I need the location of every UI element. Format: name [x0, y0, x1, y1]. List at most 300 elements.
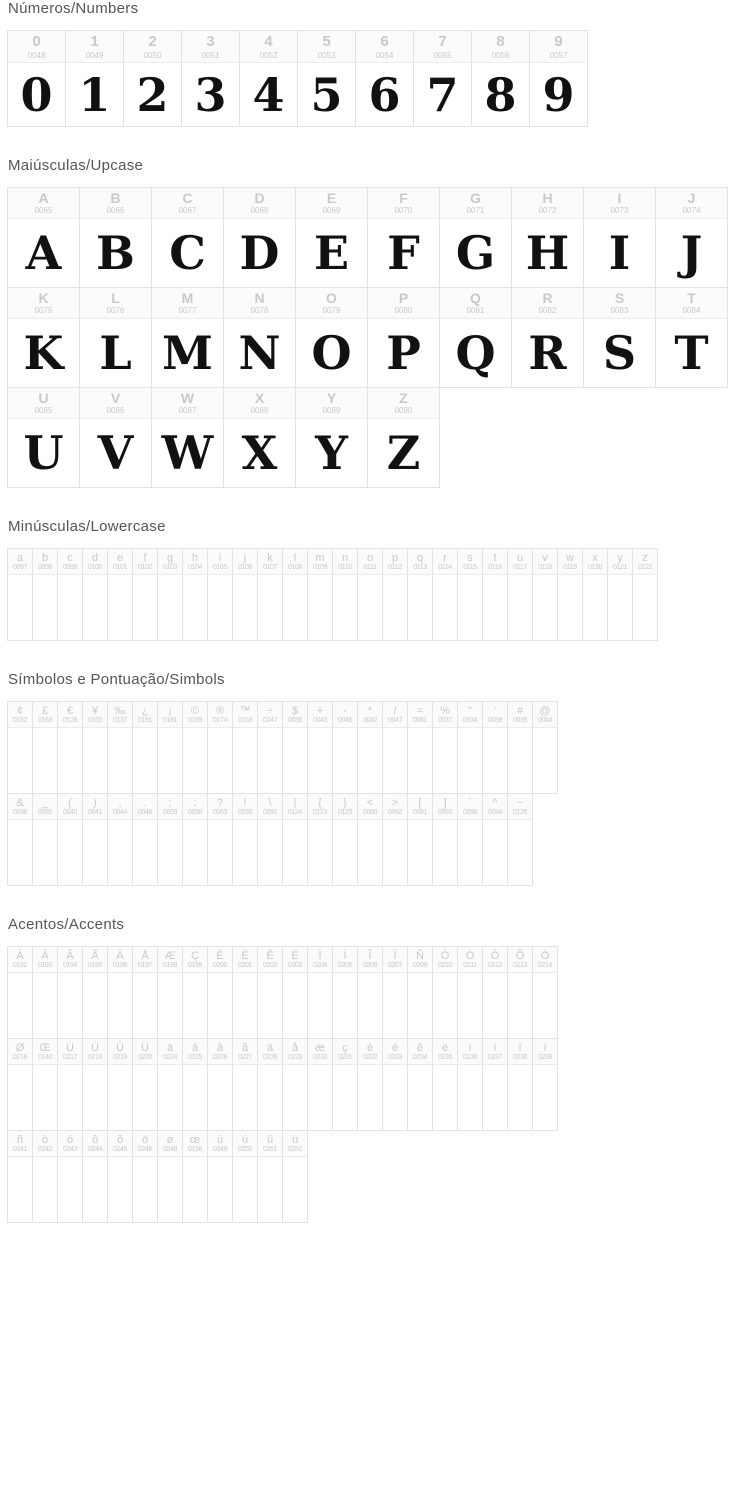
glyph-cell[interactable]	[257, 548, 283, 641]
glyph-preview	[33, 575, 57, 640]
glyph-cell[interactable]	[257, 701, 283, 794]
glyph-cell[interactable]	[439, 187, 512, 288]
glyph-cell[interactable]	[457, 548, 483, 641]
glyph-cell[interactable]	[181, 30, 240, 127]
glyph-preview	[33, 973, 57, 1038]
glyph-meta	[33, 1131, 57, 1157]
glyph-character-label: ¥	[91, 705, 99, 717]
glyph-character-label: ô	[91, 1134, 99, 1146]
glyph-cell[interactable]	[157, 793, 183, 886]
glyph-cell[interactable]	[355, 30, 414, 127]
glyph-preview	[8, 1157, 32, 1222]
glyph-cell[interactable]	[457, 793, 483, 886]
glyph-grid	[0, 549, 730, 641]
glyph-charcode: 0039	[488, 717, 502, 725]
glyph-charcode: 0092	[263, 809, 277, 817]
glyph-cell[interactable]	[282, 1038, 308, 1131]
glyph-character-label: U	[38, 390, 49, 406]
glyph-cell[interactable]	[232, 701, 258, 794]
glyph-cell[interactable]	[207, 793, 233, 886]
glyph-preview	[408, 728, 432, 793]
glyph-cell[interactable]	[367, 187, 440, 288]
glyph-cell[interactable]	[282, 1130, 308, 1223]
glyph-character-label: g	[166, 552, 174, 564]
glyph-meta	[358, 947, 382, 973]
glyph-meta	[296, 388, 367, 419]
glyph-meta	[33, 947, 57, 973]
glyph-charcode: 0163	[38, 717, 52, 725]
glyph-cell[interactable]	[382, 793, 408, 886]
glyph-cell[interactable]	[7, 1038, 33, 1131]
glyph-cell[interactable]	[432, 548, 458, 641]
glyph-cell[interactable]	[482, 793, 508, 886]
glyph-character-label: è	[366, 1042, 374, 1054]
section-upcase	[0, 157, 730, 488]
glyph-cell[interactable]	[407, 793, 433, 886]
glyph-cell[interactable]	[529, 30, 588, 127]
glyph-cell[interactable]	[557, 548, 583, 641]
glyph-cell[interactable]	[507, 548, 533, 641]
glyph-cell[interactable]	[332, 701, 358, 794]
glyph-charcode: 0051	[201, 50, 220, 60]
glyph-cell[interactable]	[507, 701, 533, 794]
glyph-preview	[33, 1065, 57, 1130]
glyph-cell[interactable]	[57, 701, 83, 794]
glyph-preview	[333, 973, 357, 1038]
glyph-charcode: 0112	[388, 564, 402, 572]
glyph-cell[interactable]	[382, 701, 408, 794]
glyph-cell[interactable]	[32, 793, 58, 886]
glyph-preview: 2	[136, 67, 169, 122]
glyph-charcode: 0119	[563, 564, 577, 572]
glyph-cell[interactable]	[207, 1038, 233, 1131]
glyph-meta	[58, 702, 82, 728]
glyph-cell[interactable]	[182, 701, 208, 794]
glyph-cell[interactable]	[232, 793, 258, 886]
glyph-preview	[358, 1065, 382, 1130]
glyph-preview	[533, 1065, 557, 1130]
glyph-cell[interactable]	[457, 701, 483, 794]
glyph-preview	[383, 820, 407, 885]
glyph-cell[interactable]	[82, 946, 108, 1039]
glyph-charcode: 0075	[34, 306, 53, 316]
glyph-cell[interactable]	[151, 187, 224, 288]
glyph-charcode: 0070	[394, 206, 413, 216]
glyph-preview: C	[169, 225, 206, 280]
glyph-cell[interactable]	[107, 701, 133, 794]
glyph-cell[interactable]	[107, 793, 133, 886]
glyph-cell[interactable]	[82, 701, 108, 794]
glyph-preview	[83, 973, 107, 1038]
glyph-cell[interactable]	[82, 1038, 108, 1131]
glyph-cell[interactable]	[413, 30, 472, 127]
glyph-cell[interactable]	[655, 287, 728, 388]
glyph-character-label: $	[291, 705, 299, 717]
glyph-cell[interactable]	[382, 946, 408, 1039]
glyph-cell[interactable]	[507, 946, 533, 1039]
glyph-preview	[283, 973, 307, 1038]
glyph-cell[interactable]	[407, 946, 433, 1039]
glyph-cell[interactable]	[223, 287, 296, 388]
glyph-character-label: ?	[216, 797, 224, 809]
glyph-preview	[133, 973, 157, 1038]
glyph-cell[interactable]	[332, 793, 358, 886]
glyph-preview: B	[96, 225, 135, 280]
glyph-meta	[583, 549, 607, 575]
glyph-charcode: 0194	[63, 962, 77, 970]
glyph-character-label: Û	[116, 1042, 124, 1054]
glyph-charcode: 0049	[85, 50, 104, 60]
glyph-cell[interactable]	[482, 548, 508, 641]
glyph-charcode: 0093	[438, 809, 452, 817]
glyph-cell[interactable]	[382, 1038, 408, 1131]
glyph-cell[interactable]	[583, 287, 656, 388]
glyph-cell[interactable]	[257, 946, 283, 1039]
glyph-meta	[183, 947, 207, 973]
glyph-character-label: T	[687, 290, 696, 306]
glyph-cell[interactable]	[82, 1130, 108, 1223]
glyph-cell[interactable]	[532, 1038, 558, 1131]
glyph-cell[interactable]	[207, 1130, 233, 1223]
glyph-character-label: Í	[343, 950, 347, 962]
glyph-cell[interactable]	[482, 946, 508, 1039]
glyph-cell[interactable]	[7, 548, 33, 641]
glyph-cell[interactable]	[32, 701, 58, 794]
glyph-cell[interactable]	[32, 946, 58, 1039]
glyph-cell[interactable]	[432, 701, 458, 794]
glyph-cell[interactable]	[607, 548, 633, 641]
glyph-cell[interactable]	[407, 1038, 433, 1131]
glyph-cell[interactable]	[357, 701, 383, 794]
glyph-cell[interactable]	[82, 793, 108, 886]
glyph-cell[interactable]	[297, 30, 356, 127]
glyph-cell[interactable]	[307, 946, 333, 1039]
glyph-meta	[458, 947, 482, 973]
glyph-charcode: 0094	[488, 809, 502, 817]
glyph-character-label: X	[254, 390, 265, 406]
glyph-cell[interactable]	[482, 1038, 508, 1131]
glyph-meta	[383, 549, 407, 575]
glyph-preview	[133, 820, 157, 885]
glyph-character-label: Ê	[266, 950, 274, 962]
glyph-character-label: ç	[342, 1042, 348, 1054]
glyph-meta	[258, 549, 282, 575]
glyph-character-label: A	[38, 190, 49, 206]
glyph-charcode: 0235	[438, 1054, 452, 1062]
glyph-charcode: 0064	[538, 717, 552, 725]
glyph-cell[interactable]	[332, 548, 358, 641]
glyph-cell[interactable]	[65, 30, 124, 127]
glyph-charcode: 0052	[259, 50, 278, 60]
glyph-cell[interactable]	[307, 701, 333, 794]
glyph-cell[interactable]	[307, 793, 333, 886]
glyph-cell[interactable]	[367, 287, 440, 388]
glyph-cell[interactable]	[207, 946, 233, 1039]
glyph-cell[interactable]	[257, 793, 283, 886]
glyph-cell[interactable]	[151, 287, 224, 388]
glyph-cell[interactable]	[7, 1130, 33, 1223]
glyph-character-label: 3	[206, 33, 215, 50]
glyph-preview: O	[311, 325, 352, 380]
glyph-character-label: l	[293, 552, 297, 564]
glyph-cell[interactable]	[182, 548, 208, 641]
glyph-cell[interactable]	[507, 793, 533, 886]
glyph-cell[interactable]	[7, 30, 66, 127]
glyph-preview	[633, 575, 657, 640]
glyph-charcode: 0086	[106, 406, 125, 416]
glyph-cell[interactable]	[107, 1130, 133, 1223]
glyph-cell[interactable]	[511, 287, 584, 388]
glyph-character-label: ã	[241, 1042, 249, 1054]
glyph-cell[interactable]	[532, 548, 558, 641]
glyph-meta	[83, 702, 107, 728]
glyph-preview	[458, 973, 482, 1038]
glyph-character-label: Æ	[164, 950, 176, 962]
glyph-cell[interactable]	[57, 548, 83, 641]
glyph-meta	[408, 549, 432, 575]
glyph-cell[interactable]	[583, 187, 656, 288]
glyph-cell[interactable]	[223, 187, 296, 288]
glyph-character-label: ,	[118, 797, 122, 809]
glyph-character-label: !	[243, 797, 247, 809]
glyph-cell[interactable]	[157, 701, 183, 794]
glyph-cell[interactable]	[7, 387, 80, 488]
glyph-meta	[414, 31, 471, 63]
glyph-cell[interactable]	[655, 187, 728, 288]
glyph-cell[interactable]	[307, 548, 333, 641]
glyph-cell[interactable]	[7, 701, 33, 794]
glyph-cell[interactable]	[82, 548, 108, 641]
glyph-cell[interactable]	[32, 1130, 58, 1223]
glyph-cell[interactable]	[239, 30, 298, 127]
glyph-row	[558, 549, 658, 641]
glyph-preview: H	[525, 225, 570, 280]
glyph-meta	[8, 1131, 32, 1157]
glyph-meta	[182, 31, 239, 63]
glyph-cell[interactable]	[223, 387, 296, 488]
glyph-cell[interactable]	[132, 946, 158, 1039]
glyph-cell[interactable]	[332, 1038, 358, 1131]
glyph-preview	[108, 575, 132, 640]
glyph-charcode: 0140	[38, 1054, 52, 1062]
glyph-character-label: Y	[326, 390, 337, 406]
glyph-meta	[368, 388, 439, 419]
glyph-cell[interactable]	[132, 701, 158, 794]
glyph-cell[interactable]	[457, 1038, 483, 1131]
glyph-preview	[283, 1065, 307, 1130]
glyph-cell[interactable]	[232, 1038, 258, 1131]
glyph-cell[interactable]	[295, 187, 368, 288]
glyph-preview: P	[386, 325, 421, 380]
glyph-meta	[8, 702, 32, 728]
glyph-cell[interactable]	[57, 1038, 83, 1131]
glyph-cell[interactable]	[7, 793, 33, 886]
glyph-cell[interactable]	[182, 793, 208, 886]
glyph-cell[interactable]	[407, 548, 433, 641]
glyph-preview	[183, 1065, 207, 1130]
glyph-cell[interactable]	[151, 387, 224, 488]
glyph-preview	[83, 820, 107, 885]
glyph-charcode: 0073	[610, 206, 629, 216]
glyph-meta	[152, 188, 223, 219]
glyph-charcode: 0209	[413, 962, 427, 970]
glyph-meta	[440, 188, 511, 219]
glyph-meta	[66, 31, 123, 63]
glyph-cell[interactable]	[232, 1130, 258, 1223]
glyph-charcode: 0246	[138, 1146, 152, 1154]
glyph-cell[interactable]	[107, 946, 133, 1039]
glyph-character-label: `	[468, 797, 472, 809]
glyph-cell[interactable]	[382, 548, 408, 641]
glyph-cell[interactable]	[367, 387, 440, 488]
glyph-cell[interactable]	[132, 1130, 158, 1223]
glyph-character-label: Ã	[91, 950, 99, 962]
glyph-cell[interactable]	[7, 946, 33, 1039]
glyph-meta	[8, 31, 65, 63]
glyph-cell[interactable]	[232, 946, 258, 1039]
glyph-cell[interactable]	[357, 793, 383, 886]
glyph-charcode: 0248	[163, 1146, 177, 1154]
glyph-charcode: 0234	[413, 1054, 427, 1062]
glyph-cell[interactable]	[182, 1130, 208, 1223]
glyph-cell[interactable]	[282, 793, 308, 886]
glyph-cell[interactable]	[182, 946, 208, 1039]
glyph-charcode: 0212	[488, 962, 502, 970]
glyph-preview	[183, 973, 207, 1038]
glyph-charcode: 0044	[113, 809, 127, 817]
glyph-character-label: â	[216, 1042, 224, 1054]
glyph-character-label: 6	[380, 33, 389, 50]
glyph-charcode: 0078	[250, 306, 269, 316]
glyph-cell[interactable]	[57, 793, 83, 886]
glyph-cell[interactable]	[32, 1038, 58, 1131]
glyph-preview	[183, 728, 207, 793]
glyph-cell[interactable]	[257, 1038, 283, 1131]
glyph-character-label: ¢	[16, 705, 24, 717]
glyph-character-label: L	[111, 290, 120, 306]
glyph-charcode: 0195	[88, 962, 102, 970]
glyph-cell[interactable]	[295, 387, 368, 488]
glyph-cell[interactable]	[107, 548, 133, 641]
glyph-meta	[58, 549, 82, 575]
glyph-character-label: [	[418, 797, 422, 809]
glyph-character-label: É	[241, 950, 249, 962]
glyph-preview	[533, 728, 557, 793]
glyph-character-label: @	[539, 705, 551, 717]
glyph-meta	[133, 947, 157, 973]
glyph-cell[interactable]	[432, 793, 458, 886]
glyph-preview: M	[162, 325, 213, 380]
glyph-cell[interactable]	[632, 548, 658, 641]
glyph-cell[interactable]	[439, 287, 512, 388]
glyph-cell[interactable]	[79, 387, 152, 488]
glyph-cell[interactable]	[7, 287, 80, 388]
glyph-charcode: 0046	[138, 809, 152, 817]
glyph-cell[interactable]	[207, 548, 233, 641]
glyph-cell[interactable]	[357, 1038, 383, 1131]
glyph-cell[interactable]	[132, 548, 158, 641]
glyph-preview	[458, 1065, 482, 1130]
glyph-cell[interactable]	[32, 548, 58, 641]
glyph-meta	[508, 549, 532, 575]
glyph-charcode: 0065	[34, 206, 53, 216]
glyph-preview	[258, 820, 282, 885]
glyph-cell[interactable]	[407, 701, 433, 794]
glyph-meta	[133, 549, 157, 575]
glyph-meta	[240, 31, 297, 63]
glyph-cell[interactable]	[207, 701, 233, 794]
glyph-preview	[258, 1157, 282, 1222]
glyph-cell[interactable]	[79, 287, 152, 388]
glyph-cell[interactable]	[157, 1038, 183, 1131]
glyph-cell[interactable]	[132, 793, 158, 886]
glyph-cell[interactable]	[232, 548, 258, 641]
glyph-cell[interactable]	[7, 187, 80, 288]
glyph-meta	[158, 1039, 182, 1065]
glyph-cell[interactable]	[432, 1038, 458, 1131]
glyph-meta	[233, 702, 257, 728]
glyph-cell[interactable]	[57, 946, 83, 1039]
glyph-cell[interactable]	[182, 1038, 208, 1131]
glyph-charcode: 0210	[438, 962, 452, 970]
glyph-cell[interactable]	[471, 30, 530, 127]
glyph-cell[interactable]	[532, 946, 558, 1039]
glyph-character-label: I	[617, 190, 622, 206]
glyph-cell[interactable]	[79, 187, 152, 288]
glyph-cell[interactable]	[295, 287, 368, 388]
glyph-character-label: c	[67, 552, 73, 564]
glyph-cell[interactable]	[532, 701, 558, 794]
glyph-cell[interactable]	[307, 1038, 333, 1131]
glyph-cell[interactable]	[132, 1038, 158, 1131]
glyph-cell[interactable]	[157, 1130, 183, 1223]
glyph-cell[interactable]	[332, 946, 358, 1039]
glyph-meta	[296, 188, 367, 219]
glyph-cell[interactable]	[357, 946, 383, 1039]
glyph-preview: W	[161, 425, 214, 480]
glyph-character-label: d	[91, 552, 99, 564]
page-bottom-spacer	[0, 1223, 730, 1247]
glyph-meta	[458, 794, 482, 820]
glyph-preview	[333, 575, 357, 640]
glyph-cell[interactable]	[157, 946, 183, 1039]
glyph-cell[interactable]	[482, 701, 508, 794]
glyph-preview: F	[387, 225, 420, 280]
glyph-cell[interactable]	[157, 548, 183, 641]
glyph-character-label: Ä	[116, 950, 124, 962]
glyph-cell[interactable]	[457, 946, 483, 1039]
glyph-cell[interactable]	[57, 1130, 83, 1223]
glyph-meta	[233, 549, 257, 575]
glyph-cell[interactable]	[511, 187, 584, 288]
glyph-cell[interactable]	[107, 1038, 133, 1131]
glyph-cell[interactable]	[282, 548, 308, 641]
glyph-cell[interactable]	[282, 701, 308, 794]
glyph-cell[interactable]	[357, 548, 383, 641]
glyph-charcode: 0088	[250, 406, 269, 416]
glyph-character-label: y	[617, 552, 623, 564]
glyph-cell[interactable]	[507, 1038, 533, 1131]
glyph-cell[interactable]	[582, 548, 608, 641]
glyph-cell[interactable]	[282, 946, 308, 1039]
glyph-meta	[183, 1039, 207, 1065]
glyph-cell[interactable]	[257, 1130, 283, 1223]
glyph-cell[interactable]	[123, 30, 182, 127]
glyph-preview: S	[602, 325, 637, 380]
glyph-meta	[258, 1039, 282, 1065]
glyph-cell[interactable]	[432, 946, 458, 1039]
glyph-preview	[483, 575, 507, 640]
